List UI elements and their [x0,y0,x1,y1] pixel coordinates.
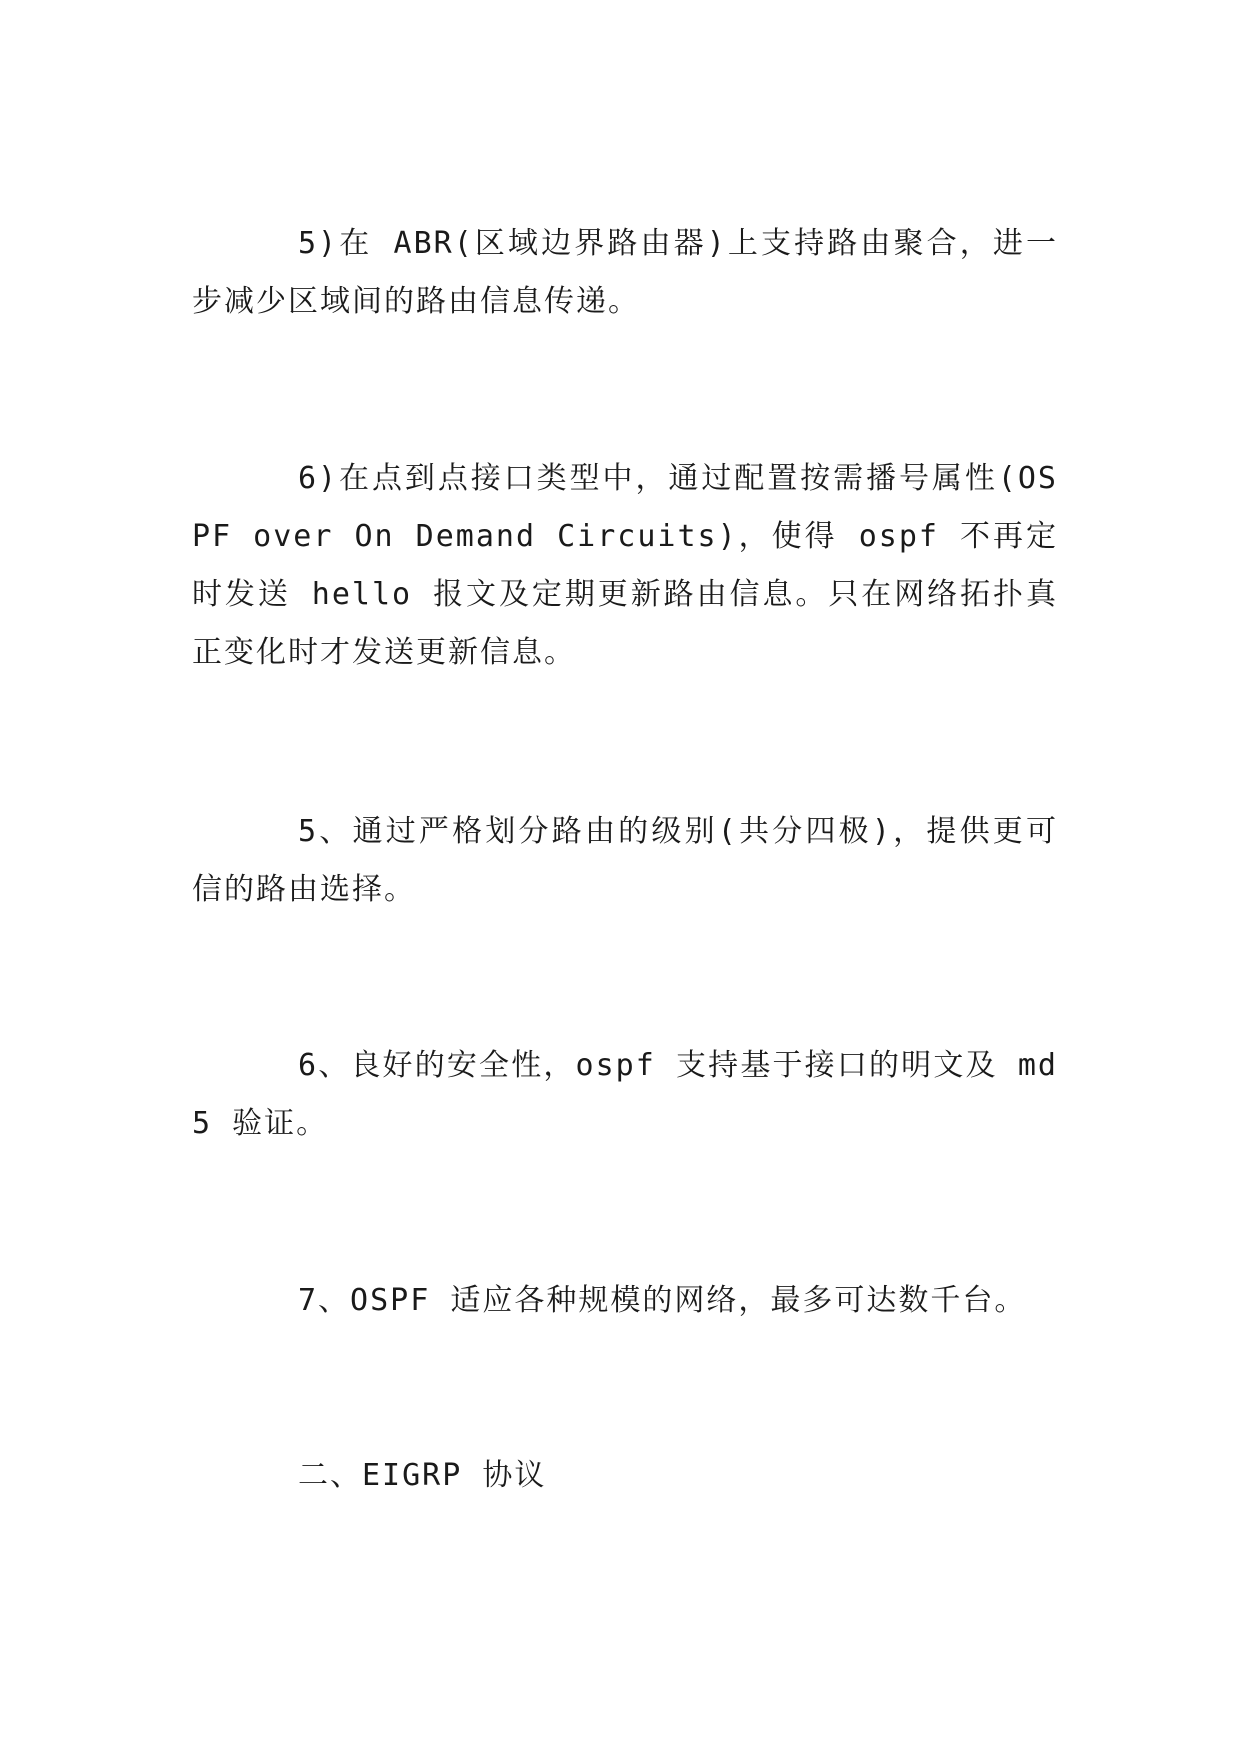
paragraph-abr-route-aggregation: 5)在 ABR(区域边界路由器)上支持路由聚合，进一步减少区域间的路由信息传递。 [192,226,1058,319]
paragraph-demand-circuits: 6)在点到点接口类型中，通过配置按需播号属性(OSPF over On Demand Circuits)，使得 ospf 不再定时发送 hello 报文及定期更新路由信息。只在网络拓扑真正变化时才发送更新信息。 [192,461,1058,670]
paragraph-security: 6、良好的安全性，ospf 支持基于接口的明文及 md5 验证。 [192,1048,1058,1141]
paragraph-route-levels: 5、通过严格划分路由的级别(共分四极)，提供更可信的路由选择。 [192,814,1058,907]
paragraph-network-scale: 7、OSPF 适应各种规模的网络，最多可达数千台。 [298,1283,1027,1318]
section-heading-eigrp: 二、EIGRP 协议 [298,1458,547,1493]
